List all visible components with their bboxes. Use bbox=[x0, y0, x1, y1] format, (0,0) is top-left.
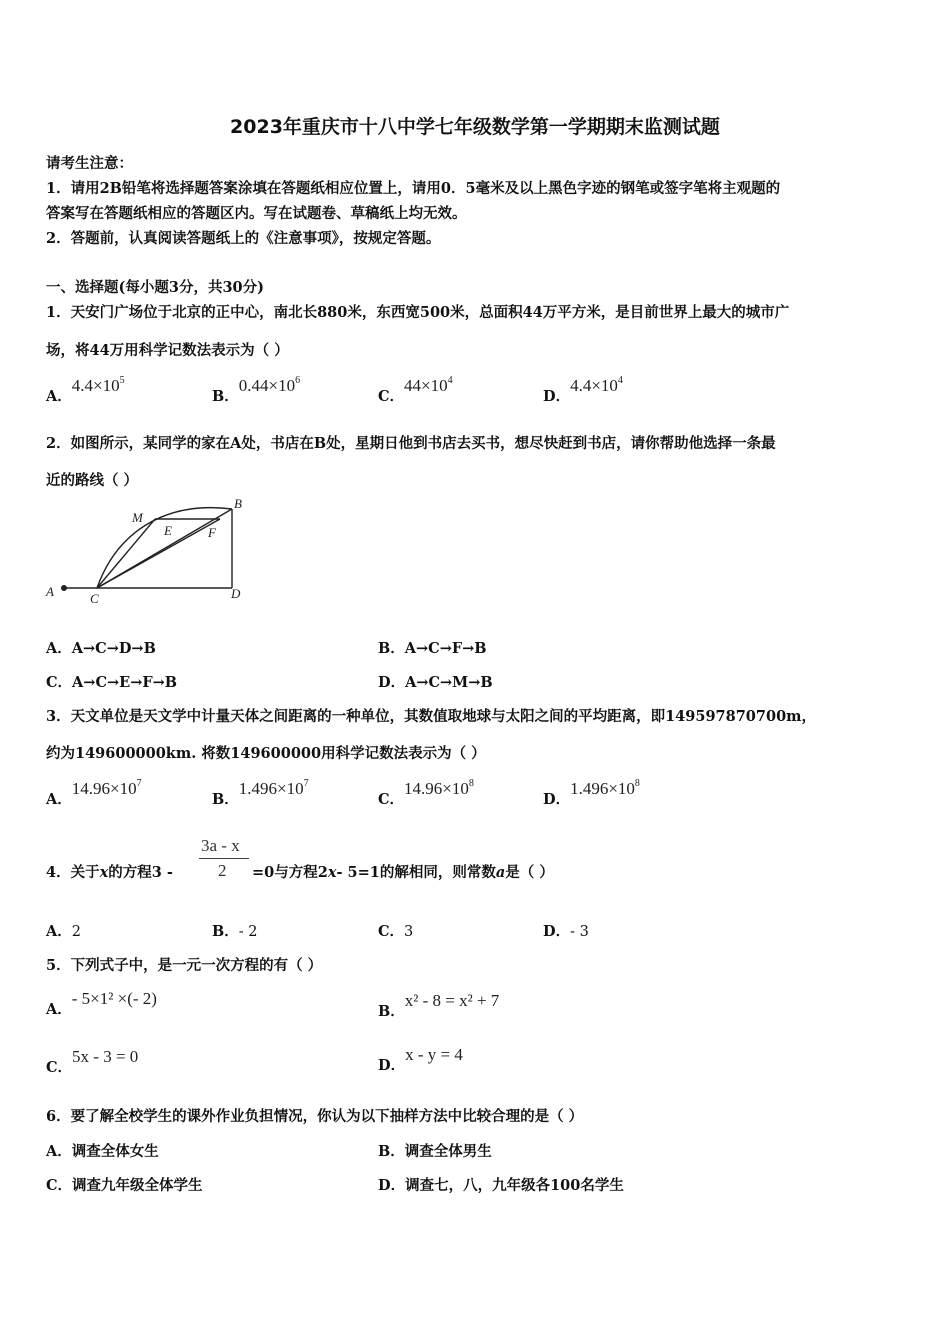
notice-line-1b: 答案写在答题纸相应的答题区内。写在试题卷、草稿纸上均无效。 bbox=[46, 205, 467, 222]
q4-stem: 4．关于x的方程3 - bbox=[46, 864, 173, 881]
notice-heading: 请考生注意： bbox=[46, 155, 133, 172]
label-b: B bbox=[234, 496, 242, 511]
q2-option-a: A．A→C→D→B bbox=[46, 640, 156, 657]
q4-option-a: A．2 bbox=[46, 923, 81, 940]
q4-fraction-denominator: 2 bbox=[218, 861, 227, 880]
q3-stem-line-2: 约为149600000km. 将数149600000用科学记数法表示为（ ） bbox=[46, 745, 486, 762]
q2-stem-line-2: 近的路线（ ） bbox=[46, 472, 139, 489]
q2-option-b: B．A→C→F→B bbox=[378, 640, 487, 657]
q3-option-a: A．$14.96\times 10^7$ bbox=[46, 778, 142, 808]
route-figure bbox=[40, 492, 255, 610]
option-label: B． bbox=[212, 388, 239, 405]
q6-option-a: A．调查全体女生 bbox=[46, 1143, 159, 1160]
q4-fraction-bar bbox=[199, 858, 249, 859]
label-c: C bbox=[90, 591, 99, 606]
q4-option-b: B．- 2 bbox=[212, 923, 258, 940]
q1-stem-line-1: 1．天安门广场位于北京的正中心，南北长880米，东西宽500米，总面积44万平方米，是目前世界上最大的城市广 bbox=[46, 304, 790, 321]
label-d: D bbox=[231, 586, 241, 601]
option-expression: $4.4\times 10^5$ bbox=[71, 375, 125, 395]
q3-option-b: B．$1.496\times 10^7$ bbox=[212, 778, 309, 808]
q1-stem-line-2: 场，将44万用科学记数法表示为（ ） bbox=[46, 342, 289, 359]
label-f: F bbox=[208, 525, 216, 540]
q6-option-b: B．调查全体男生 bbox=[378, 1143, 492, 1160]
q1-option-b bbox=[212, 375, 301, 405]
q4-stem-rest: =0与方程2x- 5=1的解相同，则常数a是（ ） bbox=[252, 864, 554, 881]
option-expression: $44\times 10^4$ bbox=[404, 375, 453, 395]
notice-line-1: 1．请用2B铅笔将选择题答案涂填在答题纸相应位置上，请用0．5毫米及以上黑色字迹的钢笔或签字笔将主观题的 bbox=[46, 180, 781, 197]
q3-option-d: D．$1.496\times 10^8$ bbox=[543, 778, 640, 808]
option-label: C． bbox=[378, 388, 405, 405]
q2-option-c: C．A→C→E→F→B bbox=[46, 674, 178, 691]
label-e: E bbox=[164, 523, 172, 538]
q5-stem: 5．下列式子中，是一元一次方程的有（ ） bbox=[46, 957, 323, 974]
q2-stem-line-1: 2．如图所示，某同学的家在A处，书店在B处，星期日他到书店去买书，想尽快赶到书店，请你帮助他选择一条最 bbox=[46, 435, 776, 452]
q2-option-d: D．A→C→M→B bbox=[378, 674, 493, 691]
section-heading: 一、选择题(每小题3分，共30分) bbox=[46, 279, 264, 296]
q4-option-c: C．3 bbox=[378, 923, 414, 940]
q1-option-d bbox=[543, 375, 623, 405]
page-title: 2023年重庆市十八中学七年级数学第一学期期末监测试题 bbox=[230, 116, 720, 138]
option-label: D． bbox=[543, 388, 571, 405]
q1-option-a bbox=[46, 375, 125, 405]
q1-option-c bbox=[378, 375, 453, 405]
notice-line-2: 2．答题前，认真阅读答题纸上的《注意事项》，按规定答题。 bbox=[46, 230, 441, 247]
q4-option-d: D．- 3 bbox=[543, 923, 589, 940]
label-m: M bbox=[132, 510, 143, 525]
q6-option-c: C．调查九年级全体学生 bbox=[46, 1177, 203, 1194]
q5-option-a: A．- 5×1² ×(- 2) bbox=[46, 989, 157, 1018]
segment-ce bbox=[97, 519, 155, 588]
q5-option-c: C．5x - 3 = 0 bbox=[46, 1047, 139, 1076]
q5-option-b: B．x² - 8 = x² + 7 bbox=[378, 991, 500, 1020]
q3-stem-line-1: 3．天文单位是天文学中计量天体之间距离的一种单位，其数值取地球与太阳之间的平均距离，即149597870700m， bbox=[46, 708, 816, 725]
point-a bbox=[61, 585, 67, 591]
q6-option-d: D．调查七，八，九年级各100名学生 bbox=[378, 1177, 624, 1194]
option-expression: $0.44\times 10^6$ bbox=[238, 375, 301, 395]
q4-fraction-numerator: 3a - x bbox=[201, 836, 240, 855]
option-expression: $4.4\times 10^4$ bbox=[570, 375, 623, 395]
q5-option-d: D．x - y = 4 bbox=[378, 1045, 463, 1074]
label-a: A bbox=[46, 584, 54, 599]
option-label: A． bbox=[46, 388, 72, 405]
q6-stem: 6．要了解全校学生的课外作业负担情况，你认为以下抽样方法中比较合理的是（ ） bbox=[46, 1108, 584, 1125]
q3-option-c: C．$14.96\times 10^8$ bbox=[378, 778, 474, 808]
